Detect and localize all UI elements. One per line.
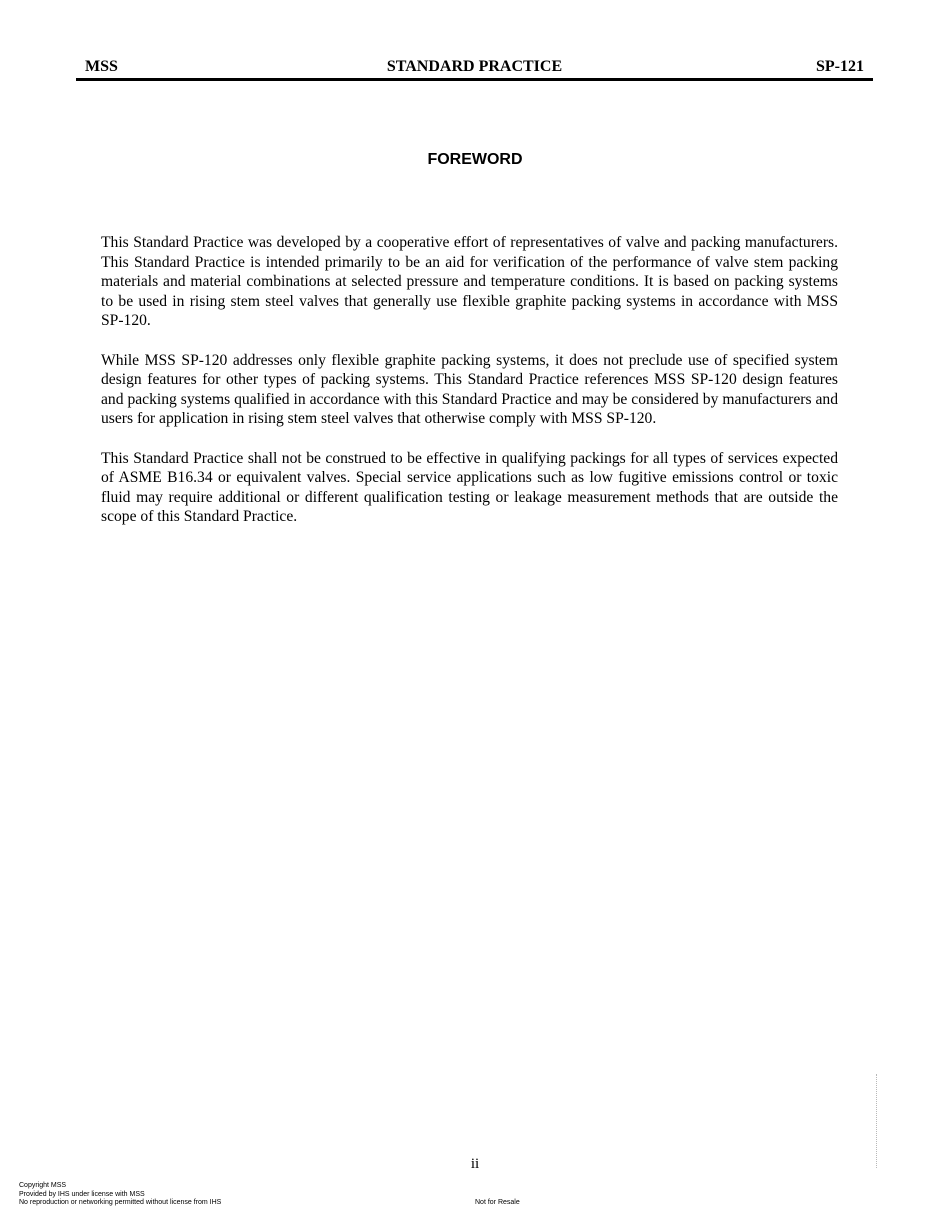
foreword-body — [101, 233, 838, 547]
paragraph: This Standard Practice was developed by a cooperative effort of representatives of valve and packing manufacturers. This Standard Practice is intended primarily to be an aid for verification of the performance of valve stem packing materials and material combinations at selected pressure and temperature conditions. It is based on packing systems to be used in rising stem steel valves that generally use flexible graphite packing systems in accordance with MSS SP-120. — [101, 234, 838, 330]
header-org: MSS — [85, 58, 118, 75]
footer-provided: Provided by IHS under license with MSS — [19, 1190, 145, 1198]
footer-copyright: Copyright MSS — [19, 1182, 67, 1189]
header-document-number: SP-121 — [816, 58, 864, 75]
scan-artifact-divider — [876, 1074, 879, 1168]
page-header — [76, 56, 873, 81]
page-number: ii — [470, 1156, 480, 1172]
footer-resale: Not for Resale — [475, 1199, 520, 1206]
footer-legal-notice — [19, 1182, 221, 1208]
paragraph: This Standard Practice shall not be construed to be effective in qualifying packings for all types of services expected of ASME B16.34 or equivalent valves. Special service applications such as low fugitive emissions control or toxic fluid may require additional or different qualification testing or leakage measurement methods that are outside the scope of this Standard Practice. — [101, 449, 838, 526]
footer-reproduction: No reproduction or networking permitted without license from IHS — [19, 1199, 222, 1206]
header-document-type: STANDARD PRACTICE — [386, 58, 563, 75]
paragraph: While MSS SP-120 addresses only flexible graphite packing systems, it does not preclude use of specified system design features for other types of packing systems. This Standard Practice references MSS SP-120 design features and packing systems qualified in accordance with this Standard Practice and may be considered by manufacturers and users for application in rising stem steel valves that otherwise comply with MSS SP-120. — [101, 351, 838, 428]
page-title: FOREWORD — [427, 151, 523, 168]
